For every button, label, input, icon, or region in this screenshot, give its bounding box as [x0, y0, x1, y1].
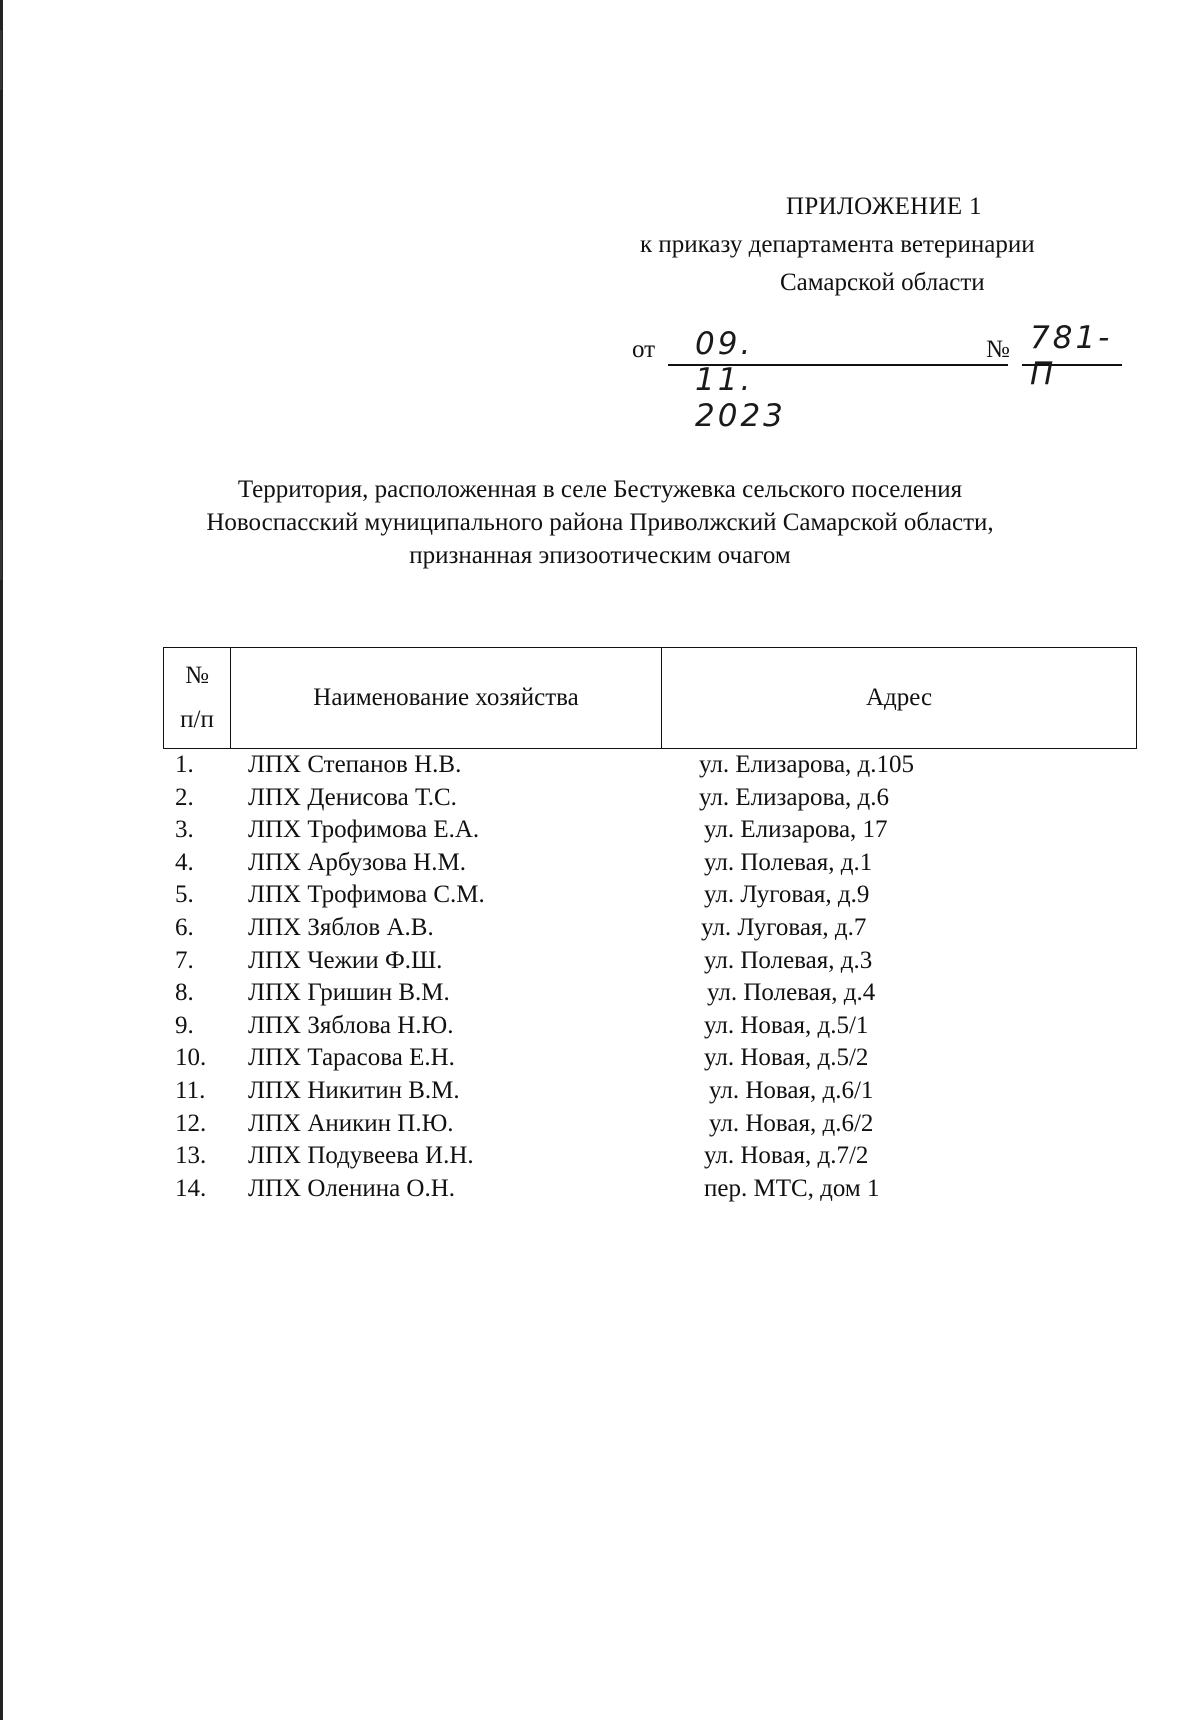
farms-list: [175, 749, 1075, 1205]
farm-address: ул. Полевая, д.3: [704, 946, 873, 974]
farm-name: ЛПХ Гришин В.М.: [248, 979, 450, 1007]
table-row: [175, 847, 1075, 880]
title-line-1: Территория, расположенная в селе Бестужевка сельского поселения: [237, 476, 963, 503]
row-number: 9.: [175, 1011, 194, 1039]
handwritten-number: 781-П: [1030, 320, 1113, 392]
table-row: [175, 945, 1075, 978]
row-number: 5.: [175, 881, 194, 909]
row-number: 2.: [175, 783, 194, 811]
farm-address: ул. Полевая, д.1: [704, 848, 873, 876]
row-number: 6.: [175, 913, 194, 941]
date-label: от: [632, 336, 656, 363]
farm-name: ЛПХ Аникин П.Ю.: [248, 1109, 454, 1137]
farm-name: ЛПХ Степанов Н.В.: [248, 751, 462, 778]
page-left-edge: [0, 0, 3, 1720]
farm-address: ул. Новая, д.5/1: [704, 1011, 869, 1039]
farm-name: ЛПХ Тарасова Е.Н.: [248, 1044, 455, 1072]
scan-edge-mark: [0, 520, 2, 580]
row-number: 7.: [175, 946, 194, 974]
farm-name: ЛПХ Оленина О.Н.: [248, 1174, 456, 1202]
farm-name: ЛПХ Арбузова Н.М.: [248, 848, 466, 876]
farm-name: ЛПХ Трофимова Е.А.: [248, 816, 480, 844]
column-header-number-abbr: п/п: [180, 706, 214, 733]
farm-address: пер. МТС, дом 1: [704, 1174, 880, 1202]
farm-name: ЛПХ Денисова Т.С.: [248, 783, 457, 811]
table-row: [175, 814, 1075, 847]
farm-address: ул. Елизарова, д.105: [699, 751, 915, 778]
farm-address: ул. Елизарова, д.6: [699, 783, 890, 811]
farm-name: ЛПХ Зяблова Н.Ю.: [248, 1011, 454, 1039]
row-number: 1.: [175, 751, 194, 778]
document-title: [150, 473, 1050, 572]
scan-edge-mark: [0, 320, 2, 440]
table-row: [175, 912, 1075, 945]
row-number: 11.: [175, 1076, 206, 1104]
row-number: 14.: [175, 1174, 207, 1202]
table-row: [175, 879, 1075, 912]
row-number: 13.: [175, 1142, 207, 1170]
column-header-number: [164, 648, 231, 749]
farm-name: ЛПХ Подувеева И.Н.: [248, 1142, 474, 1170]
table-header-row: [164, 648, 1137, 749]
title-line-2: Новоспасский муниципального района Приволжский Самарской области,: [206, 509, 994, 536]
table-row: [175, 1075, 1075, 1108]
farm-address: ул. Новая, д.7/2: [704, 1142, 869, 1170]
farm-address: ул. Луговая, д.9: [704, 881, 870, 909]
row-number: 8.: [175, 979, 194, 1007]
row-number: 4.: [175, 848, 194, 876]
column-header-name: Наименование хозяйства: [231, 648, 662, 749]
row-number: 10.: [175, 1044, 207, 1072]
number-label: №: [986, 336, 1010, 363]
farm-address: ул. Новая, д.6/1: [709, 1076, 874, 1104]
appendix-subtitle: к приказу департамента ветеринарии: [640, 231, 1035, 258]
farm-address: ул. Елизарова, 17: [704, 816, 888, 844]
appendix-title: ПРИЛОЖЕНИЕ 1: [786, 193, 982, 220]
table-row: [175, 1108, 1075, 1141]
table-row: [175, 782, 1075, 815]
row-number: 12.: [175, 1109, 207, 1137]
table-row: [175, 977, 1075, 1010]
farm-name: ЛПХ Чежии Ф.Ш.: [248, 946, 443, 974]
farm-address: ул. Новая, д.6/2: [709, 1109, 874, 1137]
table-row: [175, 1042, 1075, 1075]
farm-name: ЛПХ Никитин В.М.: [248, 1076, 460, 1104]
handwritten-date: 09. 11. 2023: [695, 326, 786, 434]
farm-name: ЛПХ Зяблов А.В.: [248, 913, 434, 941]
title-line-3: признанная эпизоотическим очагом: [409, 542, 791, 569]
table-row: [175, 1140, 1075, 1173]
table-row: [175, 749, 1075, 782]
column-header-address: Адрес: [662, 648, 1137, 749]
appendix-region: Самарской области: [780, 269, 985, 296]
farm-name: ЛПХ Трофимова С.М.: [248, 881, 485, 909]
column-header-number-sign: №: [185, 662, 209, 689]
row-number: 3.: [175, 816, 194, 844]
farm-address: ул. Луговая, д.7: [701, 913, 867, 941]
scan-edge-mark: [0, 30, 2, 90]
table-row: [175, 1173, 1075, 1206]
table-row: [175, 1010, 1075, 1043]
farms-table-header: [163, 647, 1137, 749]
appendix-block: [640, 188, 1140, 302]
farm-address: ул. Новая, д.5/2: [704, 1044, 869, 1072]
farm-address: ул. Полевая, д.4: [707, 979, 876, 1007]
